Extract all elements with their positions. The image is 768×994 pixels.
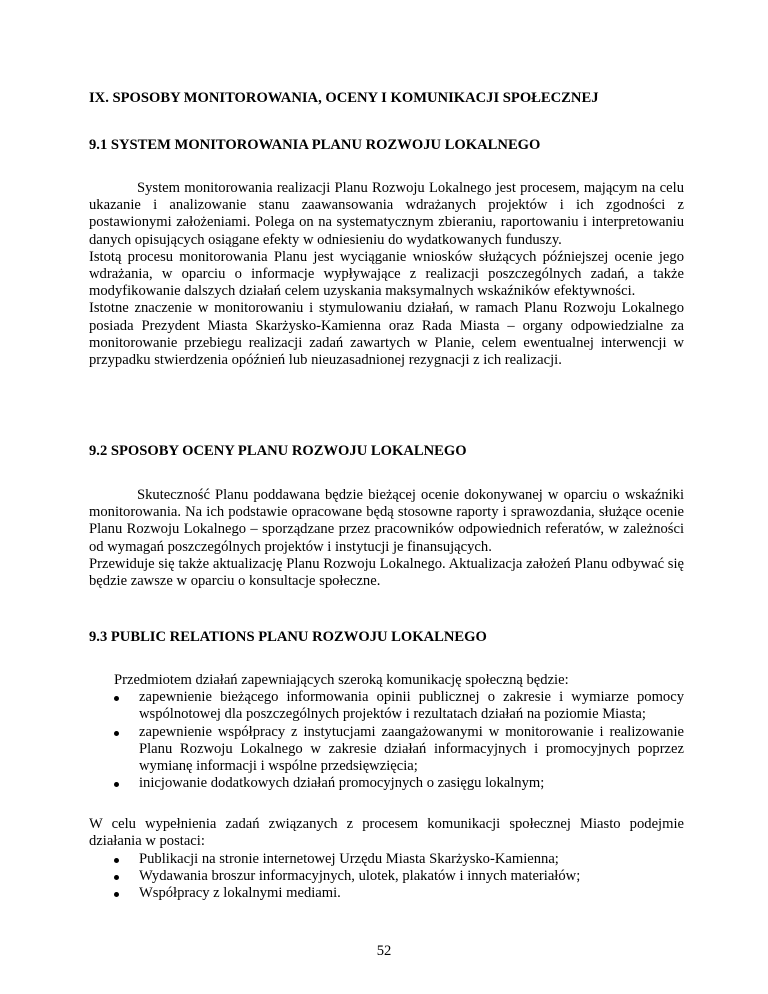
bullet-icon bbox=[114, 875, 119, 880]
bullet-icon bbox=[114, 696, 119, 701]
section-9-1-body bbox=[89, 180, 684, 369]
bullet-list bbox=[114, 851, 684, 903]
page-number: 52 bbox=[376, 943, 392, 959]
list-item-text: Wydawania broszur informacyjnych, ulotek, plakatów i innych materiałów; bbox=[139, 868, 581, 885]
bullet-list bbox=[114, 689, 684, 792]
list-item bbox=[114, 885, 684, 902]
list-item-text: inicjowanie dodatkowych działań promocyjnych o zasięgu lokalnym; bbox=[139, 775, 545, 792]
section-9-2-body bbox=[89, 487, 684, 590]
paragraph: Istotne znaczenie w monitorowaniu i stymulowaniu działań, w ramach Planu Rozwoju Lokalnego posiada Prezydent Miasta Skarżysko-Kamienna oraz Rada Miasta – organy odpowiedzialne za monitorowanie przebiegu realizacji zadań zawartych w Planie, celem ewentualnej interwencji w przypadku stwierdzenia opóźnień lub nieuzasadnionej rezygnacji z ich realizacji. bbox=[89, 300, 684, 369]
paragraph: W celu wypełnienia zadań związanych z procesem komunikacji społecznej Miasto podejmie działania w postaci: bbox=[89, 816, 684, 850]
paragraph: Przewiduje się także aktualizację Planu Rozwoju Lokalnego. Aktualizacja założeń Planu odbywać się będzie zawsze w oparciu o konsultacje społeczne. bbox=[89, 555, 684, 590]
section-9-2-title: 9.2 SPOSOBY OCENY PLANU ROZWOJU LOKALNEGO bbox=[89, 443, 467, 459]
list-item-text: zapewnienie bieżącego informowania opinii publicznej o zakresie i wymiarze pomocy wspólnotowej dla poszczególnych projektów i rezultatach działań na poziomie Miasta; bbox=[139, 689, 684, 723]
list-item bbox=[114, 724, 684, 776]
list-item bbox=[114, 689, 684, 723]
bullet-icon bbox=[114, 892, 119, 897]
section-9-1-title: 9.1 SYSTEM MONITOROWANIA PLANU ROZWOJU LOKALNEGO bbox=[89, 137, 541, 153]
list-item-text: Publikacji na stronie internetowej Urzędu Miasta Skarżysko-Kamienna; bbox=[139, 851, 559, 867]
list-item bbox=[114, 775, 684, 792]
list-item-text: zapewnienie współpracy z instytucjami zaangażowanymi w monitorowanie i realizowanie Planu Rozwoju Lokalnego w zakresie działań informacyjnych i promocyjnych poprzez wymianę informacji i wspólne przedsięwzięcia; bbox=[139, 723, 684, 775]
bullet-icon bbox=[114, 731, 119, 736]
section-9-3-body bbox=[89, 816, 684, 850]
section-9-3-list-2 bbox=[114, 851, 684, 903]
paragraph: Skuteczność Planu poddawana będzie bieżącej ocenie dokonywanej w oparciu o wskaźniki monitorowania. Na ich podstawie opracowane będą stosowne raporty i sprawozdania, służące ocenie Planu Rozwoju Lokalnego – sporządzane przez pracowników odpowiednich referatów, w zależności od wymagań poszczególnych projektów i instytucji je finansujących. bbox=[89, 487, 684, 555]
paragraph: System monitorowania realizacji Planu Rozwoju Lokalnego jest procesem, mającym na celu ukazanie i analizowanie stanu zaawansowania wdrażanych projektów i ich zgodności z postawionymi założeniami. Polega on na systematycznym zbieraniu, raportowaniu i interpretowaniu danych opisujących osiągane efekty w odniesieniu do wydatkowanych funduszy. bbox=[89, 180, 684, 248]
bullet-icon bbox=[114, 782, 119, 787]
section-9-3-list bbox=[114, 672, 684, 792]
list-intro: Przedmiotem działań zapewniających szeroką komunikację społeczną będzie: bbox=[114, 672, 569, 688]
bullet-icon bbox=[114, 858, 119, 863]
paragraph: Istotą procesu monitorowania Planu jest wyciąganie wniosków służących późniejszej ocenie jego wdrażania, w oparciu o informacje wypływające z realizacji poszczególnych zadań, a także modyfikowanie dalszych działań celem uzyskania maksymalnych wskaźników efektywności. bbox=[89, 248, 684, 300]
chapter-title: IX. SPOSOBY MONITOROWANIA, OCENY I KOMUNIKACJI SPOŁECZNEJ bbox=[89, 90, 599, 106]
section-9-3-title: 9.3 PUBLIC RELATIONS PLANU ROZWOJU LOKALNEGO bbox=[89, 629, 487, 645]
list-item-text: Współpracy z lokalnymi mediami. bbox=[139, 885, 341, 902]
list-item bbox=[114, 868, 684, 885]
list-item bbox=[114, 851, 684, 868]
